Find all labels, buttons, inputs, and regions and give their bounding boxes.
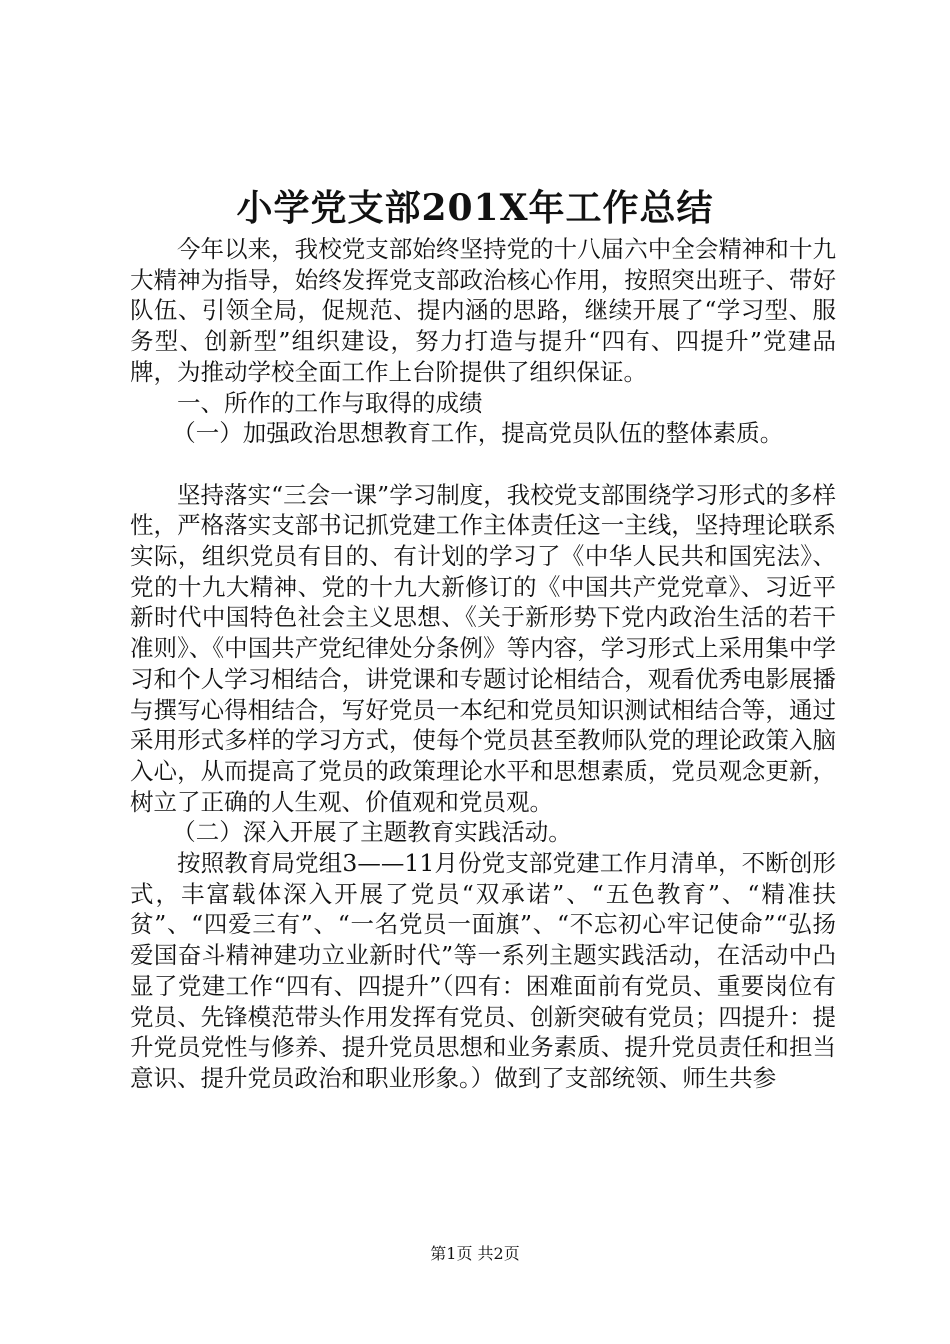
body-paragraph: 坚持落实“三会一课”学习制度，我校党支部围绕学习形式的多样性，严格落实支部书记抓党建工作主体责任这一主线，坚持理论联系实际，组织党员有目的、有计划的学习了《中华人民共和国宪法》、党的十九大精神、党的十九大新修订的《中国共产党党章》、习近平新时代中国特色社会主义思想、《关于新形势下党内政治生活的若干准则》、《中国共产党纪律处分条例》等内容，学习形式上采用集中学习和个人学习相结合，讲党课和专题讨论相结合，观看优秀电影展播与撰写心得相结合，写好党员一本纪和党员知识测试相结合等，通过采用形式多样的学习方式，使每个党员甚至教师队党的理论政策入脑入心，从而提高了党员的政策理论水平和思想素质，党员观念更新，树立了正确的人生观、价值观和党员观。 <box>130 480 836 816</box>
subsection-heading: （一）加强政治思想教育工作，提高党员队伍的整体素质。 <box>172 419 784 448</box>
document-title: 小学党支部201X年工作总结 <box>236 187 714 229</box>
document-body <box>130 234 836 1094</box>
page-indicator: 第1页 共2页 <box>430 1244 520 1263</box>
subsection-heading: （二）深入开展了主题教育实践活动。 <box>172 818 572 847</box>
section-heading: 一、所作的工作与取得的成绩 <box>177 388 483 417</box>
intro-paragraph: 今年以来，我校党支部始终坚持党的十八届六中全会精神和十九大精神为指导，始终发挥党支部政治核心作用，按照突出班子、带好队伍、引领全局，促规范、提内涵的思路，继续开展了“学习型、服务型、创新型”组织建设，努力打造与提升“四有、四提升”党建品牌，为推动学校全面工作上台阶提供了组织保证。 <box>130 235 836 386</box>
body-paragraph: 按照教育局党组3——11月份党支部党建工作月清单，不断创形式，丰富载体深入开展了党员“双承诺”、“五色教育”、“精准扶贫”、“四爱三有”、“一名党员一面旗”、“不忘初心牢记使命”“弘扬爱国奋斗精神建功立业新时代”等一系列主题实践活动，在活动中凸显了党建工作“四有、四提升”（四有：困难面前有党员、重要岗位有党员、先锋模范带头作用发挥有党员、创新突破有党员；四提升：提升党员党性与修养、提升党员思想和业务素质、提升党员责任和担当意识、提升党员政治和职业形象。）做到了支部统领、师生共参 <box>130 849 836 1092</box>
